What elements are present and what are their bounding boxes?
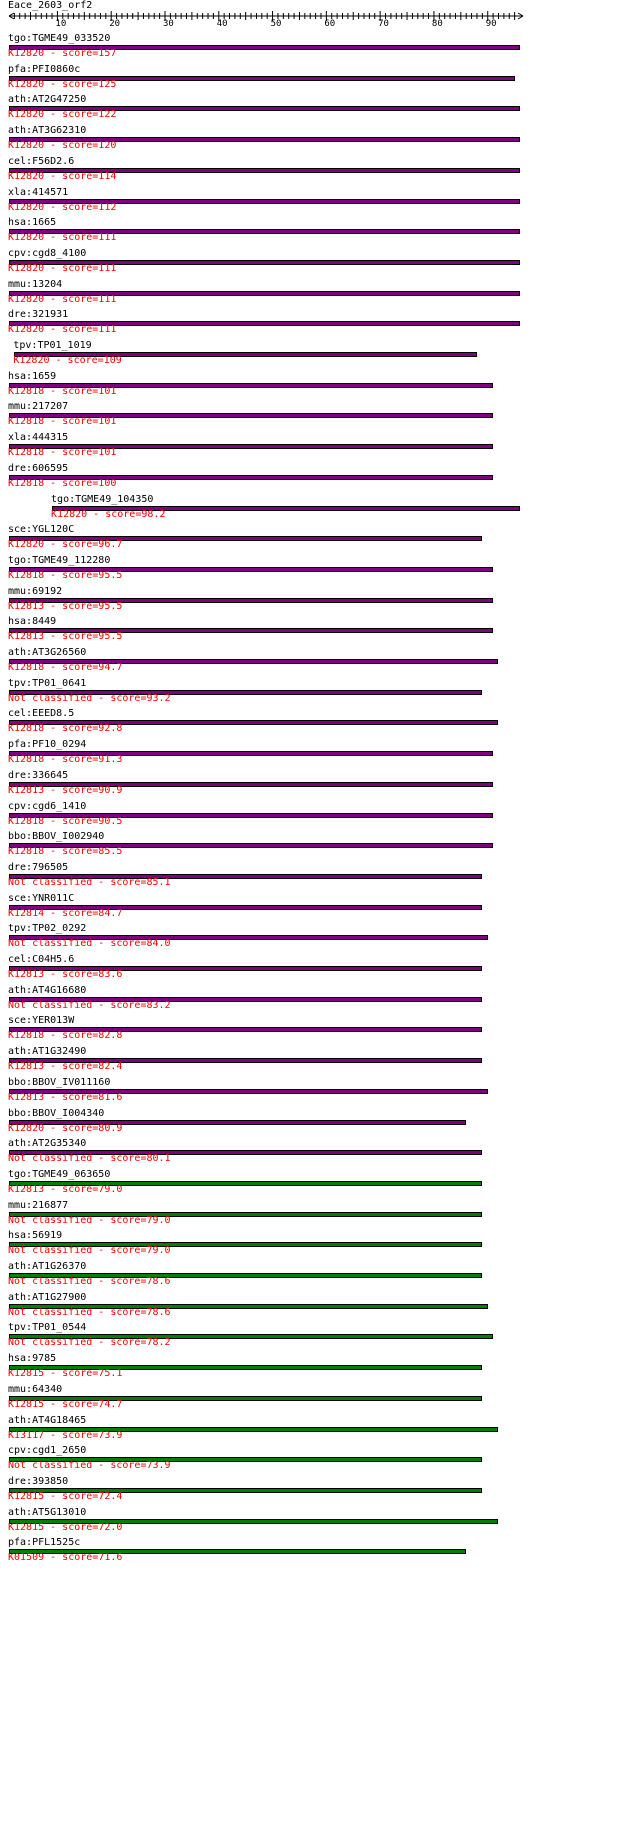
hit-name-link[interactable]: ath:AT4G18465	[8, 1414, 87, 1426]
hit-name-link[interactable]: tpv:TP01_0641	[8, 677, 87, 689]
hit-score-label: K12820 - score=125	[8, 78, 117, 90]
hit-score-label: K12818 - score=91.3	[8, 754, 123, 766]
hit-score-label: K12818 - score=92.8	[8, 723, 123, 735]
hit-score-label: Not classified - score=84.0	[8, 938, 171, 950]
hit-score-label: K12813 - score=81.6	[8, 1091, 123, 1103]
hit-name-link[interactable]: hsa:56919	[8, 1230, 63, 1242]
hit-name-link[interactable]: mmu:69192	[8, 585, 63, 597]
ruler-tick-label: 50	[270, 19, 282, 26]
hit-score-label: Not classified - score=79.0	[8, 1245, 171, 1257]
hit-score-label: K12820 - score=122	[8, 109, 117, 121]
hit-score-label: K12820 - score=80.9	[8, 1122, 123, 1134]
hit-name-link[interactable]: ath:AT4G16680	[8, 984, 87, 996]
hit-score-label: K12813 - score=95.5	[8, 600, 123, 612]
hit-name-link[interactable]: ath:AT2G35340	[8, 1138, 87, 1150]
hit-name-link[interactable]: cpv:cgd1_2650	[8, 1445, 87, 1457]
hit-name-link[interactable]: cel:EEED8.5	[8, 708, 75, 720]
hit-score-label: K12818 - score=90.5	[8, 815, 123, 827]
hit-score-label: K12820 - score=111	[8, 232, 117, 244]
hit-name-link[interactable]: pfa:PFI0860c	[8, 63, 81, 75]
hit-score-label: K12813 - score=79.0	[8, 1183, 123, 1195]
hit-score-label: K12820 - score=111	[8, 293, 117, 305]
hit-name-link[interactable]: dre:796505	[8, 861, 69, 873]
hit-name-link[interactable]: tgo:TGME49_033520	[8, 33, 111, 44]
hit-score-label: K12818 - score=101	[8, 385, 117, 397]
hit-score-label: K12820 - score=111	[8, 262, 117, 274]
hit-score-label: Not classified - score=85.1	[8, 876, 171, 888]
hit-name-link[interactable]: bbo:BBOV_IV011160	[8, 1076, 111, 1088]
hit-score-label: K13117 - score=73.9	[8, 1429, 123, 1441]
ruler-tick-label: 70	[378, 19, 389, 26]
hit-name-link[interactable]: hsa:1665	[8, 217, 57, 229]
hit-name-link[interactable]: bbo:BBOV_I004340	[8, 1107, 105, 1119]
hit-name-link[interactable]: sce:YNR011C	[8, 892, 75, 904]
hit-name-link[interactable]: cel:F56D2.6	[8, 155, 75, 167]
hit-score-label: K12815 - score=75.1	[8, 1368, 123, 1380]
hit-score-label: K12820 - score=157	[8, 48, 117, 59]
hit-name-link[interactable]: ath:AT3G62310	[8, 125, 87, 137]
hit-name-link[interactable]: ath:AT5G13010	[8, 1506, 87, 1518]
hit-name-link[interactable]: hsa:9785	[8, 1353, 57, 1365]
hit-score-label: K12818 - score=100	[8, 477, 117, 489]
hit-name-link[interactable]: ath:AT1G27900	[8, 1291, 87, 1303]
hit-name-link[interactable]: tgo:TGME49_112280	[8, 554, 111, 566]
hit-score-label: Not classified - score=78.6	[8, 1306, 171, 1318]
hit-name-link[interactable]: hsa:8449	[8, 616, 57, 628]
hit-score-label: Not classified - score=73.9	[8, 1460, 171, 1472]
hit-score-label: K12815 - score=74.7	[8, 1398, 123, 1410]
hit-name-link[interactable]: mmu:64340	[8, 1383, 63, 1395]
ruler-tick-label: 10	[55, 19, 67, 26]
hit-name-link[interactable]: sce:YGL120C	[8, 524, 75, 536]
hit-name-link[interactable]: hsa:1659	[8, 370, 57, 382]
hit-name-link[interactable]: ath:AT2G47250	[8, 94, 87, 106]
hit-name-link[interactable]: ath:AT1G26370	[8, 1261, 87, 1272]
hit-score-label: K12820 - score=120	[8, 140, 117, 152]
hit-name-link[interactable]: cel:C04H5.6	[8, 954, 75, 965]
hit-score-label: K12813 - score=83.6	[8, 969, 123, 980]
hit-name-link[interactable]: dre:606595	[8, 462, 69, 474]
hit-score-label: K12813 - score=95.5	[8, 631, 123, 643]
hit-score-label: K12818 - score=85.5	[8, 846, 123, 858]
hit-name-link[interactable]: mmu:13204	[8, 278, 63, 290]
hit-name-link[interactable]: sce:YER013W	[8, 1015, 75, 1027]
hit-name-link[interactable]: mmu:216877	[8, 1199, 69, 1211]
hit-score-label: K12815 - score=72.0	[8, 1521, 123, 1533]
hit-name-link[interactable]: dre:393850	[8, 1475, 69, 1487]
hit-score-label: K12820 - score=98.2	[51, 508, 166, 520]
hit-score-label: Not classified - score=83.2	[8, 999, 171, 1011]
hit-score-label: Not classified - score=93.2	[8, 692, 171, 704]
hit-name-link[interactable]: dre:336645	[8, 769, 69, 781]
hit-score-label: K12820 - score=114	[8, 170, 117, 182]
ruler-tick-label: 20	[109, 19, 121, 26]
hit-name-link[interactable]: tgo:TGME49_104350	[51, 493, 154, 505]
hit-name-link[interactable]: ath:AT3G26560	[8, 647, 87, 658]
hit-score-label: Not classified - score=80.1	[8, 1153, 171, 1165]
hit-name-link[interactable]: cpv:cgd6_1410	[8, 800, 87, 812]
hit-name-link[interactable]: dre:321931	[8, 309, 69, 321]
hit-score-label: K12818 - score=101	[8, 416, 117, 428]
hit-score-label: K12814 - score=84.7	[8, 907, 123, 919]
hit-score-label: K12820 - score=109	[13, 355, 122, 366]
hit-score-label: K12813 - score=82.4	[8, 1061, 123, 1073]
hit-name-link[interactable]: cpv:cgd8_4100	[8, 247, 87, 259]
hit-name-link[interactable]: pfa:PFL1525c	[8, 1537, 81, 1549]
hit-name-link[interactable]: xla:414571	[8, 186, 69, 198]
hit-score-label: K12820 - score=96.7	[8, 539, 123, 551]
hit-score-label: Not classified - score=79.0	[8, 1214, 171, 1226]
hit-score-label: K12818 - score=94.7	[8, 662, 123, 673]
hit-score-label: K12818 - score=95.5	[8, 569, 123, 581]
ruler-tick-label: 30	[162, 19, 174, 26]
hit-score-label: K12815 - score=72.4	[8, 1490, 123, 1502]
ruler-tick-label: 90	[485, 19, 497, 26]
hit-name-link[interactable]: ath:AT1G32490	[8, 1046, 87, 1058]
ruler-tick-label: 80	[431, 19, 443, 26]
ruler-tick-label: 40	[216, 19, 228, 26]
hit-name-link[interactable]: tpv:TP01_1019	[13, 340, 92, 351]
ruler-tick-label: 60	[324, 19, 336, 26]
hit-score-label: K12813 - score=90.9	[8, 784, 123, 796]
hit-score-label: K12818 - score=101	[8, 447, 117, 459]
hit-name-link[interactable]: mmu:217207	[8, 401, 69, 413]
hit-score-label: K01509 - score=71.6	[8, 1552, 123, 1564]
hit-name-link[interactable]: tgo:TGME49_063650	[8, 1168, 111, 1180]
hit-score-label: K12818 - score=82.8	[8, 1030, 123, 1042]
hit-name-link[interactable]: xla:444315	[8, 432, 69, 444]
hit-score-label: Not classified - score=78.6	[8, 1276, 171, 1287]
hit-score-label: Not classified - score=78.2	[8, 1337, 171, 1349]
hit-name-link[interactable]: tpv:TP02_0292	[8, 923, 87, 935]
hit-name-link[interactable]: pfa:PF10_0294	[8, 739, 87, 751]
page-title: Eace_2603_orf2	[8, 0, 93, 11]
hit-name-link[interactable]: tpv:TP01_0544	[8, 1322, 87, 1334]
hit-score-label: K12820 - score=112	[8, 201, 117, 213]
hit-name-link[interactable]: bbo:BBOV_I002940	[8, 831, 105, 843]
hit-score-label: K12820 - score=111	[8, 324, 117, 336]
